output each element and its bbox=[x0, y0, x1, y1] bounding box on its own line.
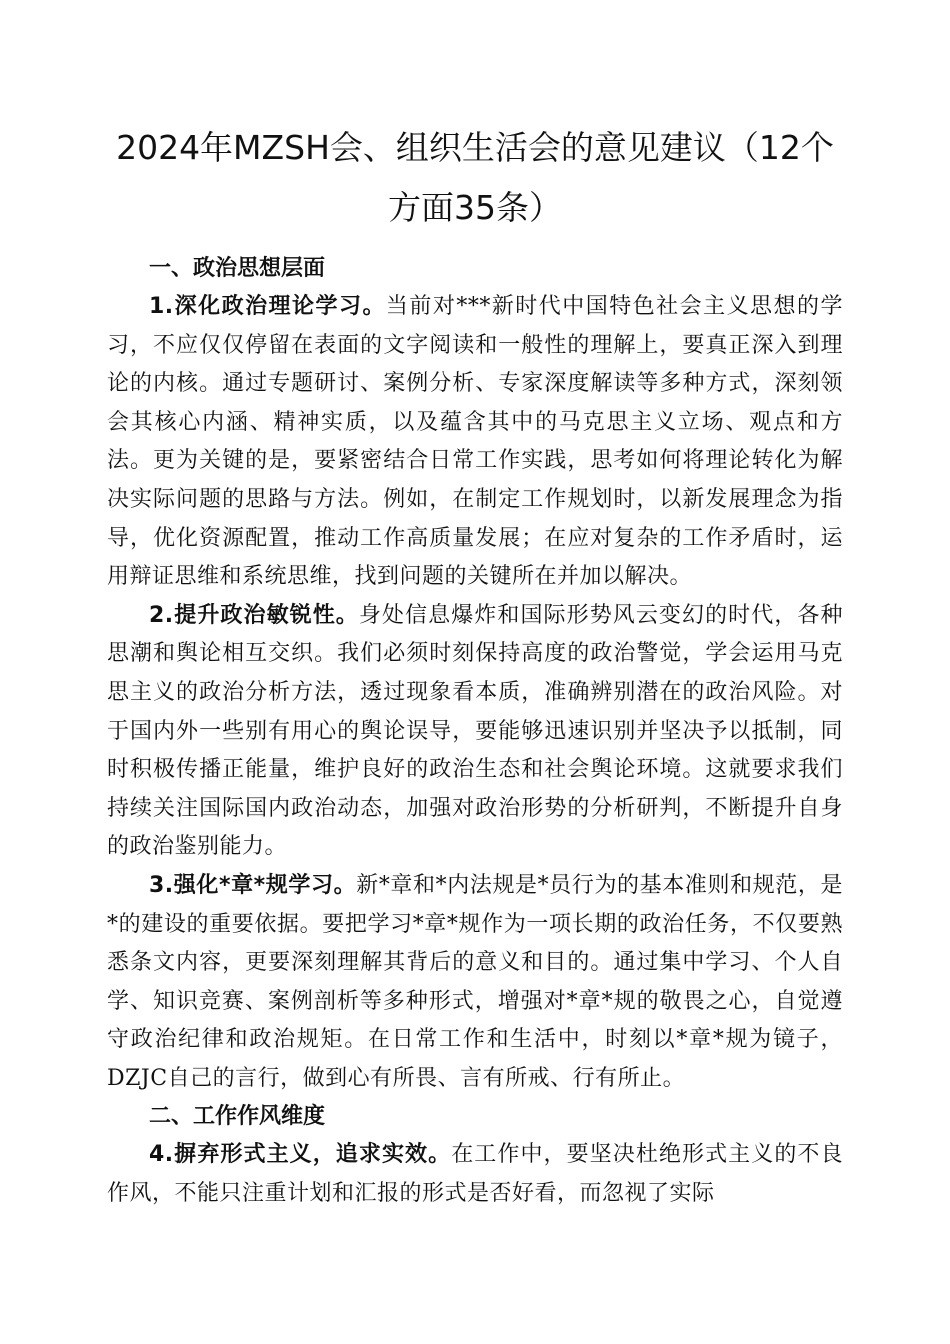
section-political-thought bbox=[107, 250, 843, 1098]
section-heading: 二、工作作风维度 bbox=[149, 1104, 326, 1130]
paragraph-text: 身处信息爆炸和国际形势风云变幻的时代，各种思潮和舆论相互交织。我们必须时刻保持高度的政治警觉，学会运用马克思主义的政治分析方法，透过现象看本质，准确辨别潜在的政治风险。对于国内外一些别有用心的舆论误导，要能够迅速识别并坚决予以抵制，同时积极传播正能量，维护良好的政治生态和社会舆论环境。这就要求我们持续关注国际国内政治动态，加强对政治形势的分析研判，不断提升自身的政治鉴别能力。 bbox=[107, 602, 843, 860]
paragraph-1 bbox=[107, 288, 843, 597]
section-work-style bbox=[107, 1098, 843, 1213]
paragraph-lead: 1.深化政治理论学习。 bbox=[149, 294, 386, 319]
paragraph-text: 当前对***新时代中国特色社会主义思想的学习，不应仅仅停留在表面的文字阅读和一般性的理解上，要真正深入到理论的内核。通过专题研讨、案例分析、专家深度解读等多种方式，深刻领会其核心内涵、精神实质，以及蕴含其中的马克思主义立场、观点和方法。更为关键的是，要紧密结合日常工作实践，思考如何将理论转化为解决实际问题的思路与方法。例如，在制定工作规划时，以新发展理念为指导，优化资源配置，推动工作高质量发展；在应对复杂的工作矛盾时，运用辩证思维和系统思维，找到问题的关键所在并加以解决。 bbox=[107, 294, 843, 590]
paragraph-lead: 4.摒弃形式主义，追求实效。 bbox=[149, 1142, 452, 1168]
paragraph-lead: 3.强化*章*规学习。 bbox=[149, 872, 357, 898]
paragraph-2 bbox=[107, 597, 843, 867]
paragraph-4 bbox=[107, 1136, 843, 1213]
paragraph-3 bbox=[107, 867, 843, 1099]
paragraph-text: 在工作中，要坚决杜绝形式主义的不良作风，不能只注重计划和汇报的形式是否好看，而忽视了实际 bbox=[107, 1142, 843, 1207]
paragraph-lead: 2.提升政治敏锐性。 bbox=[149, 602, 359, 628]
section-heading: 一、政治思想层面 bbox=[149, 256, 326, 281]
document-title: 2024年MZSH会、组织生活会的意见建议（12个方面35条） bbox=[116, 128, 834, 227]
paragraph-text: 新*章和*内法规是*员行为的基本准则和规范，是*的建设的重要依据。要把学习*章*规作为一项长期的政治任务，不仅要熟悉条文内容，更要深刻理解其背后的意义和目的。通过集中学习、个人自学、知识竞赛、案例剖析等多种形式，增强对*章*规的敬畏之心，自觉遵守政治纪律和政治规矩。在日常工作和生活中，时刻以*章*规为镜子，DZJC自己的言行，做到心有所畏、言有所戒、行有所止。 bbox=[107, 872, 843, 1091]
